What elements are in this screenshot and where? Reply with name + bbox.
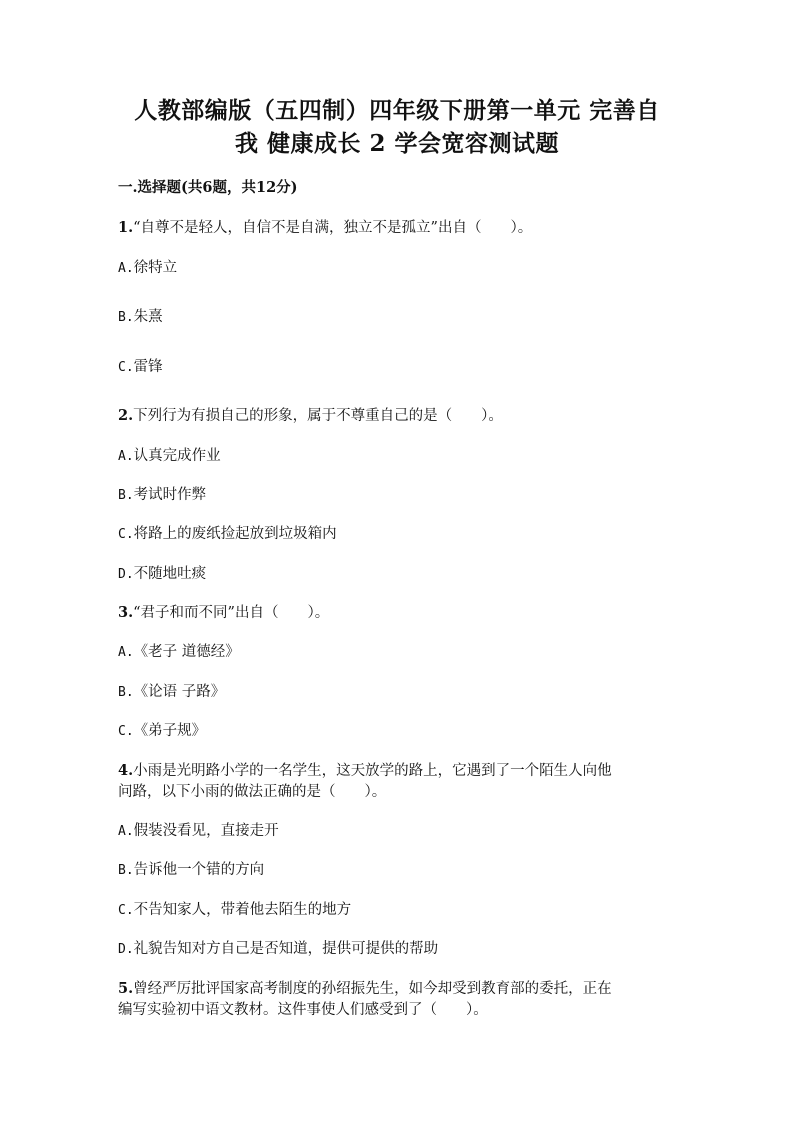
option-text: 将路上的废纸捡起放到垃圾箱内 <box>133 526 337 542</box>
question-5-continued <box>118 1000 678 1020</box>
question-number: 5. <box>118 980 134 997</box>
q4-option-b <box>118 860 678 881</box>
q1-option-b <box>118 307 678 328</box>
q2-option-d <box>118 564 678 585</box>
option-text: 《论语 子路》 <box>133 684 226 700</box>
question-text-line-1: 小雨是光明路小学的一名学生，这天放学的路上，它遇到了一个陌生人向他 <box>133 763 612 779</box>
question-text-line-2: 问路，以下小雨的做法正确的是（ ）。 <box>118 784 387 800</box>
page-title <box>118 94 676 160</box>
q1-option-c <box>118 357 678 378</box>
question-text-line-1: 曾经严厉批评国家高考制度的孙绍振先生，如今却受到教育部的委托，正在 <box>133 981 612 997</box>
option-text: 徐特立 <box>133 260 178 276</box>
option-text: 礼貌告知对方自己是否知道，提供可提供的帮助 <box>133 941 439 957</box>
question-number: 4. <box>118 762 134 779</box>
question-1 <box>118 218 678 238</box>
q4-option-d <box>118 939 678 960</box>
option-letter: B. <box>118 685 134 700</box>
question-5 <box>118 979 678 999</box>
question-text-line-2: 编写实验初中语文教材。这件事使人们感受到了（ ）。 <box>118 1002 488 1018</box>
question-text: 下列行为有损自己的形象，属于不尊重自己的是（ ）。 <box>133 408 503 424</box>
q1-option-a <box>118 258 678 279</box>
option-text: 告诉他一个错的方向 <box>133 862 265 878</box>
question-4 <box>118 761 678 781</box>
q4-option-c <box>118 900 678 921</box>
option-text: 朱熹 <box>133 309 163 325</box>
option-letter: A. <box>118 645 134 660</box>
question-number: 2. <box>118 407 134 424</box>
option-text: 雷锋 <box>133 359 163 375</box>
option-letter: A. <box>118 824 134 839</box>
option-text: 认真完成作业 <box>133 448 221 464</box>
q3-option-c <box>118 721 678 742</box>
question-2 <box>118 406 678 426</box>
q2-option-c <box>118 524 678 545</box>
option-text: 假装没看见，直接走开 <box>133 823 279 839</box>
option-letter: C. <box>118 360 134 375</box>
option-text: 《老子 道德经》 <box>133 644 240 660</box>
q4-option-a <box>118 821 678 842</box>
option-letter: B. <box>118 488 134 503</box>
option-text: 不随地吐痰 <box>133 566 207 582</box>
q3-option-a <box>118 642 678 663</box>
question-number: 3. <box>118 604 134 621</box>
question-text: “自尊不是轻人，自信不是自满，独立不是孤立”出自（ ）。 <box>133 220 533 236</box>
question-number: 1. <box>118 219 134 236</box>
title-line-2: 我 健康成长 2 学会宽容测试题 <box>234 130 560 157</box>
option-text: 《弟子规》 <box>133 723 207 739</box>
option-letter: C. <box>118 724 134 739</box>
question-3 <box>118 603 678 623</box>
title-line-1: 人教部编版（五四制）四年级下册第一单元 完善自 <box>134 97 660 124</box>
option-letter: A. <box>118 449 134 464</box>
option-text: 不告知家人，带着他去陌生的地方 <box>133 902 352 918</box>
q2-option-b <box>118 485 678 506</box>
option-letter: B. <box>118 863 134 878</box>
question-text: “君子和而不同”出自（ ）。 <box>133 605 330 621</box>
option-letter: A. <box>118 261 134 276</box>
option-letter: D. <box>118 942 134 957</box>
option-letter: B. <box>118 310 134 325</box>
question-4-continued <box>118 782 678 802</box>
q2-option-a <box>118 446 678 467</box>
section-heading: 一.选择题(共6题，共12分) <box>118 179 298 196</box>
option-letter: C. <box>118 903 134 918</box>
q3-option-b <box>118 682 678 703</box>
option-letter: D. <box>118 567 134 582</box>
option-text: 考试时作弊 <box>133 487 207 503</box>
option-letter: C. <box>118 527 134 542</box>
